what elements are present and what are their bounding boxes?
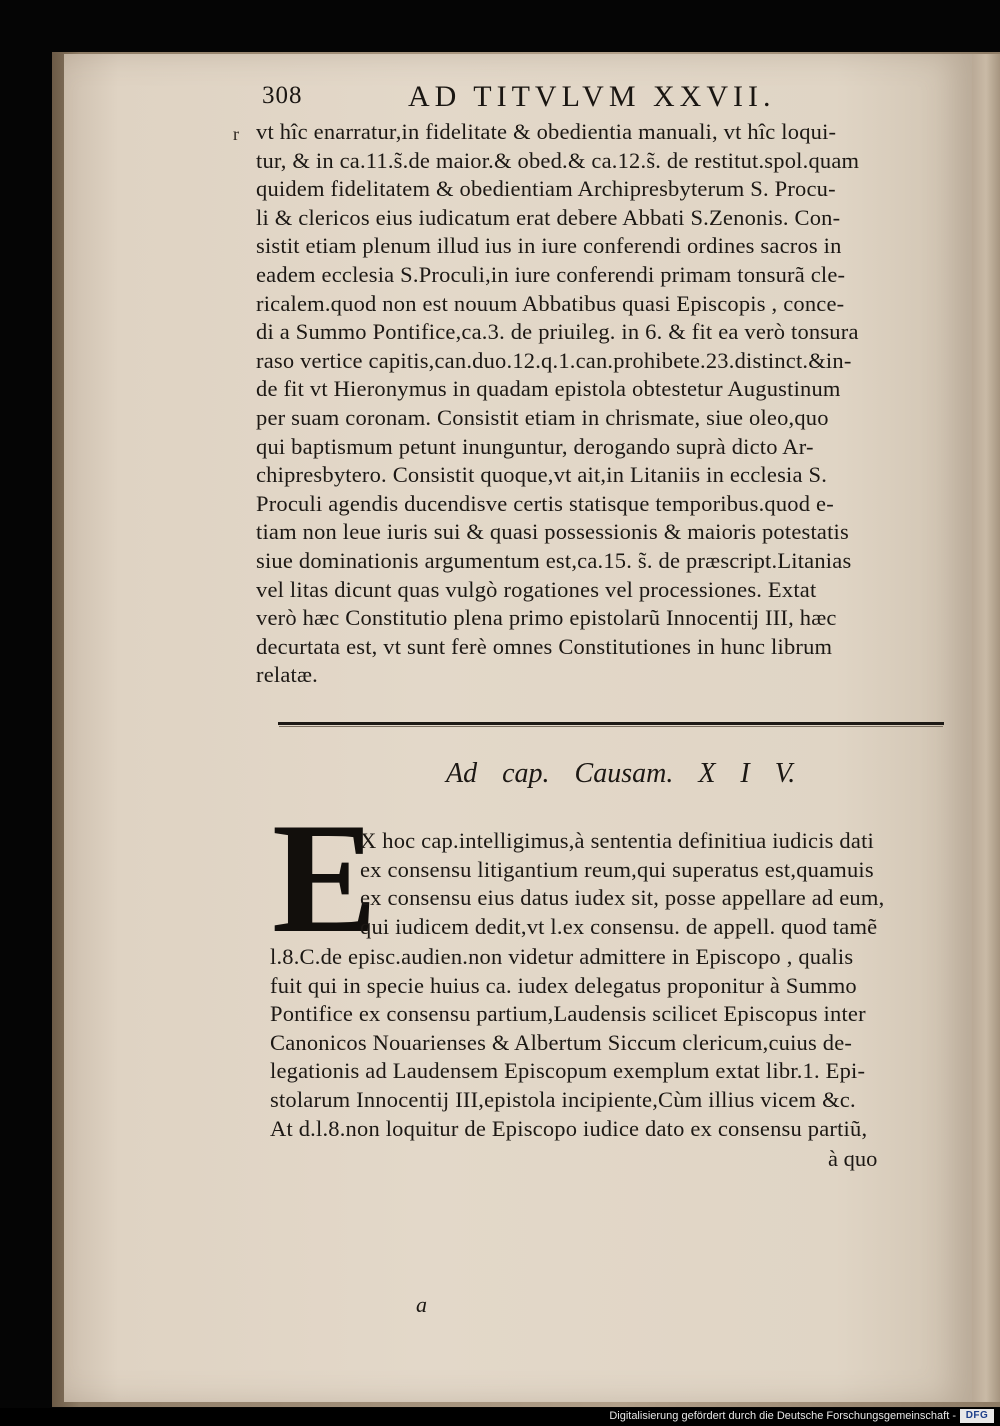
text-line: fuit qui in specie huius ca. iudex delegatus proponitur à Summo xyxy=(270,972,857,998)
section-divider-rule xyxy=(278,722,944,725)
footer-credit: Digitalisierung gefördert durch die Deutsche Forschungsgemeinschaft - xyxy=(609,1410,956,1422)
text-line: Proculi agendis ducendisve certis statisque temporibus.quod e- xyxy=(256,490,834,516)
text-line: tur, & in ca.11.s̃.de maior.& obed.& ca.12.s̃. de restitut.spol.quam xyxy=(256,147,860,173)
text-line: de fit vt Hieronymus in quadam epistola obtestetur Augustinum xyxy=(256,376,841,402)
text-line: di a Summo Pontifice,ca.3. de priuileg. in 6. & fit ea verò tonsura xyxy=(256,319,859,345)
body-text-section-2 xyxy=(270,943,950,1143)
dfg-logo: DFG xyxy=(960,1409,994,1423)
text-line: chipresbytero. Consistit quoque,vt ait,in Litaniis in ecclesia S. xyxy=(256,462,828,488)
text-line: qui iudicem dedit,vt l.ex consensu. de appell. quod tamẽ xyxy=(360,913,878,939)
text-line: li & clericos eius iudicatum erat debere Abbati S.Zenonis. Con- xyxy=(256,204,841,230)
drop-cap-initial: E xyxy=(272,791,378,966)
text-line: ex consensu litigantium reum,qui superatus est,quamuis xyxy=(360,856,874,882)
text-line: At d.l.8.non loquitur de Episcopo iudice dato ex consensu partiũ, xyxy=(270,1115,868,1141)
text-line: raso vertice capitis,can.duo.12.q.1.can.prohibete.23.distinct.&in- xyxy=(256,347,852,373)
text-line: verò hæc Constitutio plena primo epistolarũ Innocentij III, hæc xyxy=(256,605,837,631)
text-line: Pontifice ex consensu partium,Laudensis scilicet Episcopus inter xyxy=(270,1001,866,1027)
text-line: ricalem.quod non est nouum Abbatibus quasi Episcopis , conce- xyxy=(256,290,845,316)
text-line: siue dominationis argumentum est,ca.15. s̃. de præscript.Litanias xyxy=(256,547,852,573)
text-line: ex consensu eius datus iudex sit, posse appellare ad eum, xyxy=(360,885,885,911)
body-text-section-1 xyxy=(256,118,950,690)
catchword: à quo xyxy=(828,1146,878,1171)
text-line: decurtata est, vt sunt ferè omnes Constitutiones in hunc librum xyxy=(256,633,833,659)
text-line: qui baptismum petunt inunguntur, derogando suprà dicto Ar- xyxy=(256,433,814,459)
text-line: legationis ad Laudensem Episcopum exemplum extat libr.1. Epi- xyxy=(270,1058,866,1084)
text-line: X hoc cap.intelligimus,à sententia definitiua iudicis dati xyxy=(360,828,874,853)
text-line: tiam non leue iuris sui & quasi possessionis & maioris potestatis xyxy=(256,519,849,545)
text-line: quidem fidelitatem & obedientiam Archipresbyterum S. Procu- xyxy=(256,176,836,202)
text-line: relatæ. xyxy=(256,662,319,688)
margin-mark: r xyxy=(233,124,239,144)
text-line: vel litas dicunt quas vulgò rogationes vel processiones. Extat xyxy=(256,576,817,602)
text-line: per suam coronam. Consistit etiam in chrismate, siue oleo,quo xyxy=(256,404,829,430)
text-line: eadem ecclesia S.Proculi,in iure conferendi primam tonsurã cle- xyxy=(256,261,846,287)
page-number: 308 xyxy=(262,82,303,109)
section-heading: Ad cap. Causam. X I V. xyxy=(446,758,796,789)
signature-mark: a xyxy=(416,1292,427,1317)
text-line: sistit etiam plenum illud ius in iure conferendi ordines sacros in xyxy=(256,233,842,259)
running-head: AD TITVLVM XXVII. xyxy=(408,80,776,113)
text-line: Canonicos Nouarienses & Albertum Siccum clericum,cuius de- xyxy=(270,1029,853,1055)
text-line: vt hîc enarratur,in fidelitate & obedientia manuali, vt hîc loqui- xyxy=(256,119,837,144)
body-text-section-2-indented xyxy=(360,827,950,941)
text-line: stolarum Innocentij III,epistola incipiente,Cùm illius vicem &c. xyxy=(270,1086,856,1112)
facing-page-edge xyxy=(972,54,1000,1402)
text-line: l.8.C.de episc.audien.non videtur admittere in Episcopo , qualis xyxy=(270,944,854,969)
